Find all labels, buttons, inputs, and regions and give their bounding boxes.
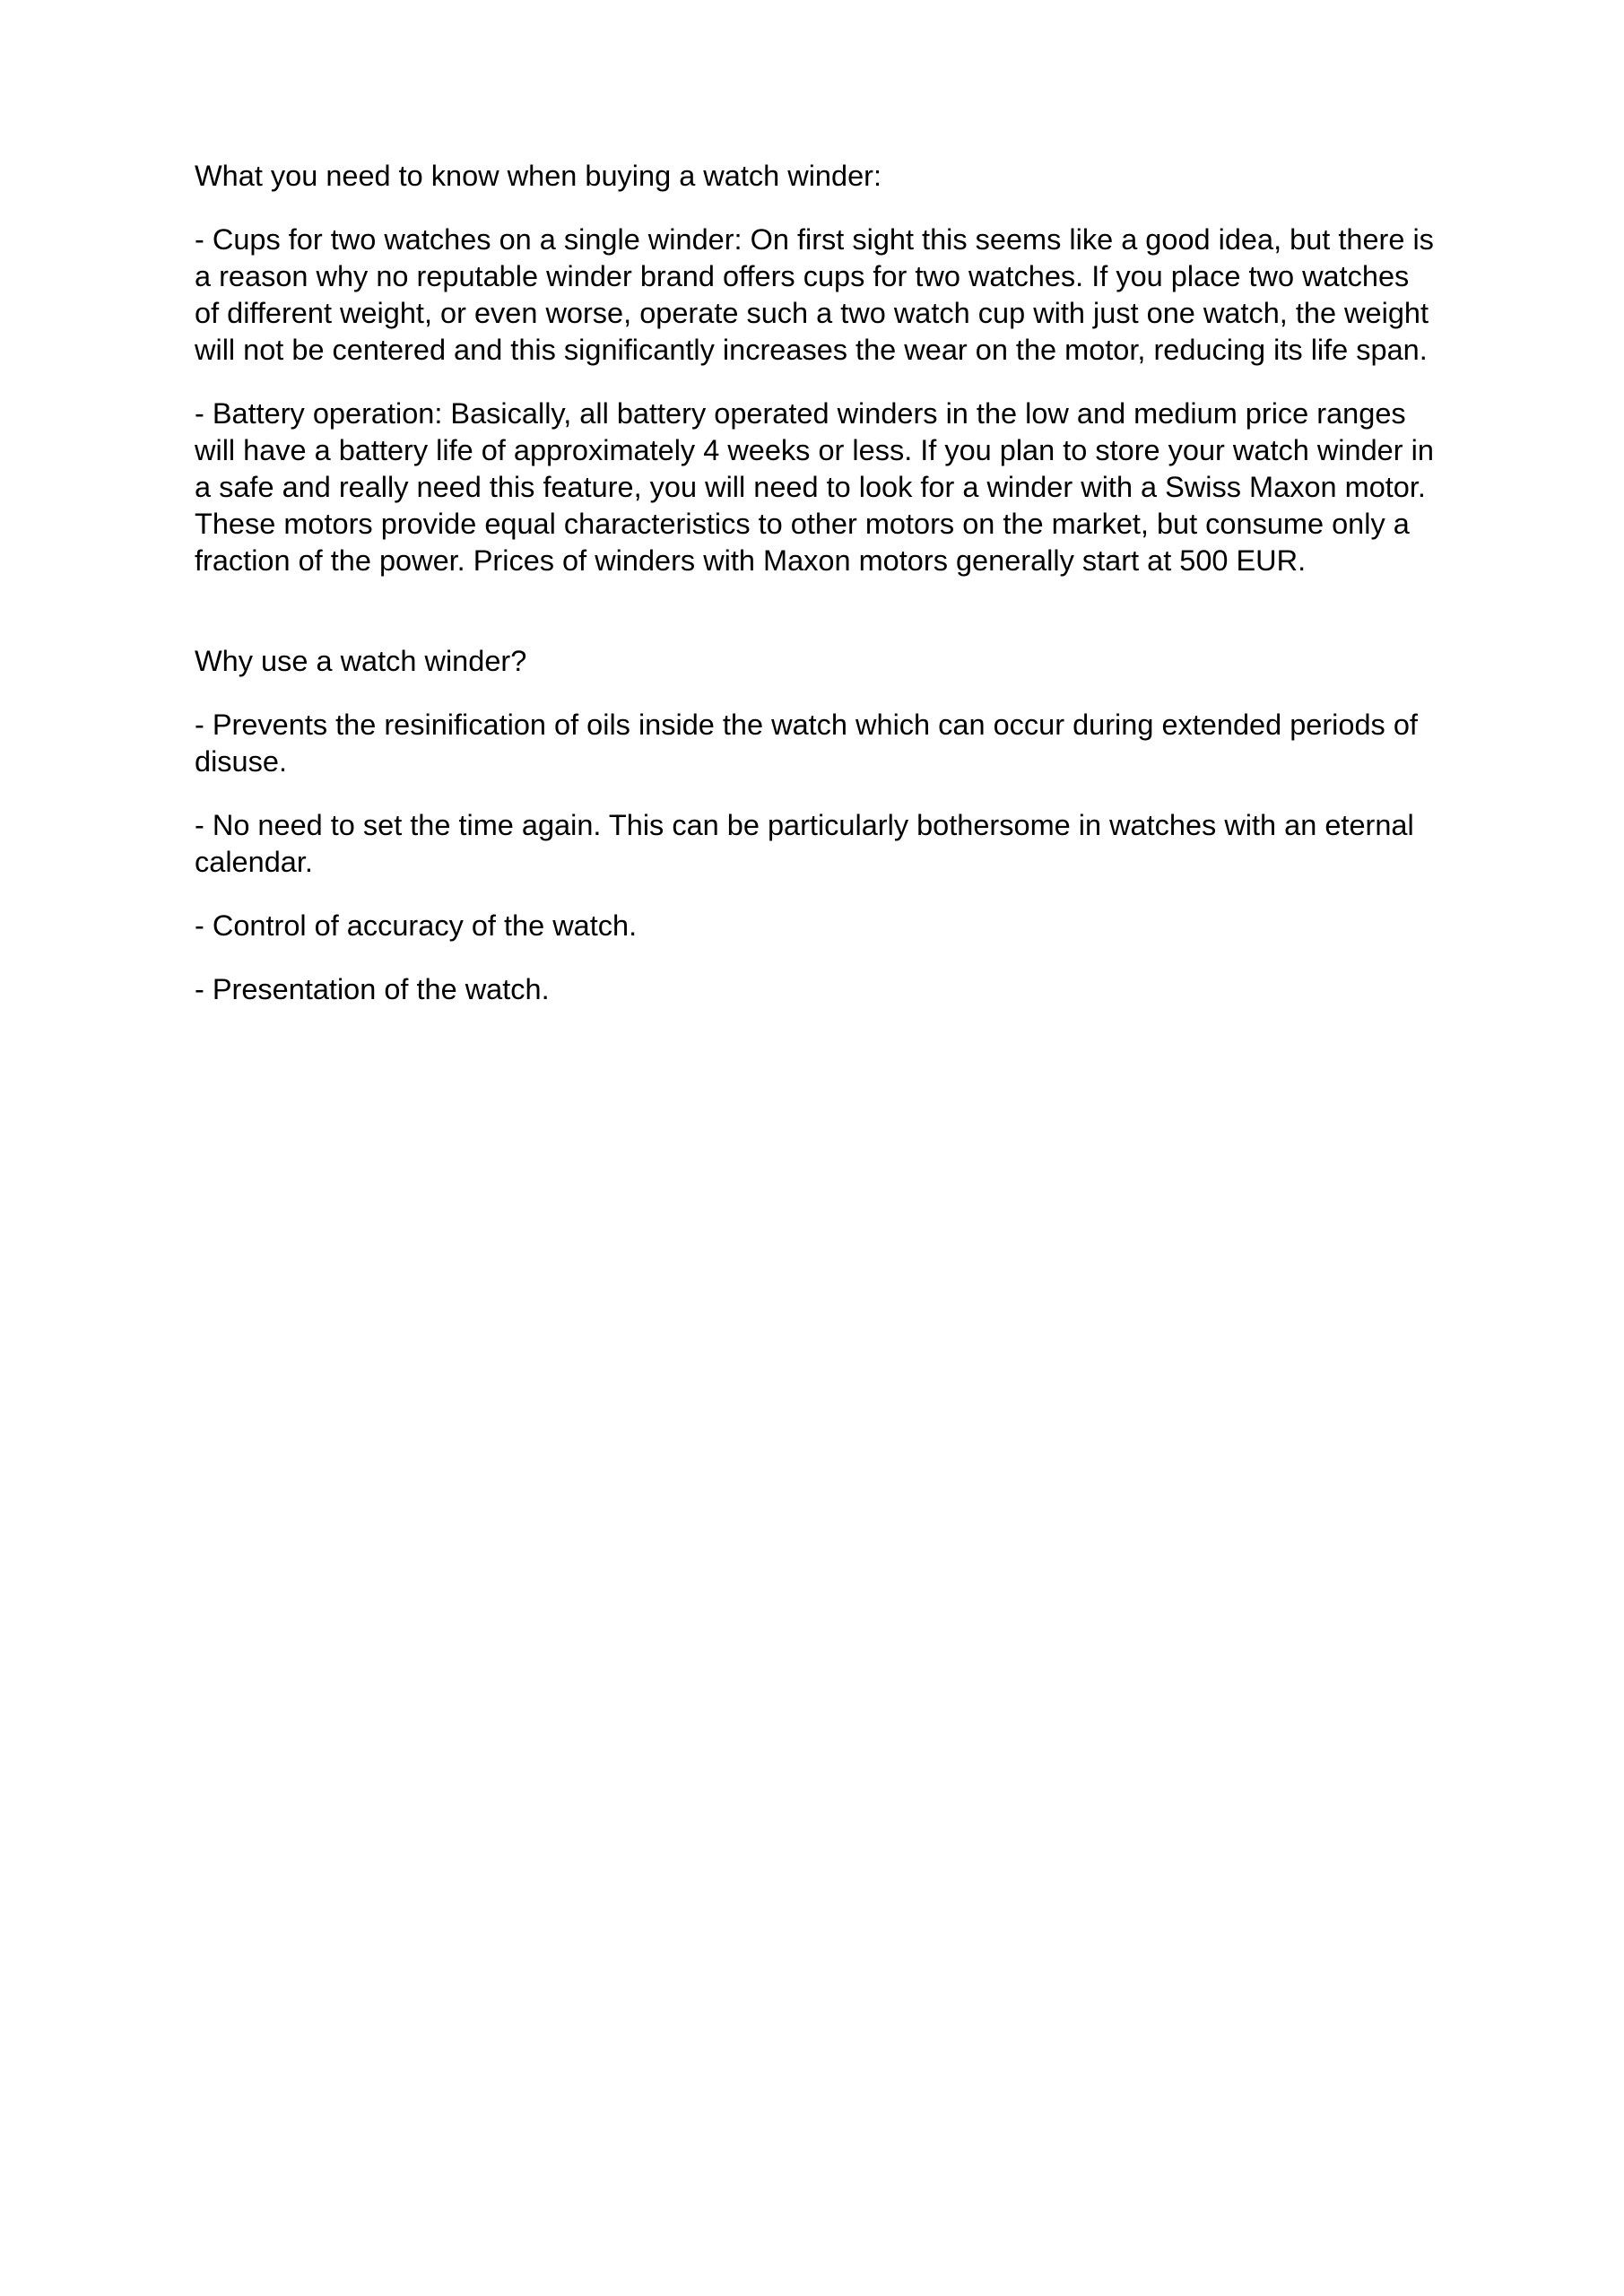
paragraph-accuracy: - Control of accuracy of the watch. bbox=[195, 909, 638, 942]
section-heading-buying: What you need to know when buying a watch winder: bbox=[195, 160, 882, 192]
paragraph-battery: - Battery operation: Basically, all battery operated winders in the low and medium price ranges will have a battery life of approximately 4 weeks or less. If you plan to store your watch winder in a safe and really need this feature, you will need to look for a winder with a Swiss Maxon motor. These motors provide equal characteristics to other motors on the market, but consume only a fraction of the power. Prices of winders with Maxon motors generally start at 500 EUR. bbox=[195, 397, 1434, 577]
paragraph-time-setting: - No need to set the time again. This can be particularly bothersome in watches with an eternal calendar. bbox=[195, 809, 1414, 878]
section-why-use bbox=[195, 643, 1437, 1008]
document-body bbox=[195, 158, 1437, 1035]
paragraph-cups: - Cups for two watches on a single winder: On first sight this seems like a good idea, but there is a reason why no reputable winder brand offers cups for two watches. If you place two watches of different weight, or even worse, operate such a two watch cup with just one watch, the weight will not be centered and this significantly increases the wear on the motor, reducing its life span. bbox=[195, 223, 1434, 366]
section-buying-guide bbox=[195, 158, 1437, 579]
paragraph-resinification: - Prevents the resinification of oils inside the watch which can occur during extended periods of disuse. bbox=[195, 709, 1418, 778]
section-heading-why: Why use a watch winder? bbox=[195, 645, 527, 677]
paragraph-presentation: - Presentation of the watch. bbox=[195, 973, 550, 1005]
